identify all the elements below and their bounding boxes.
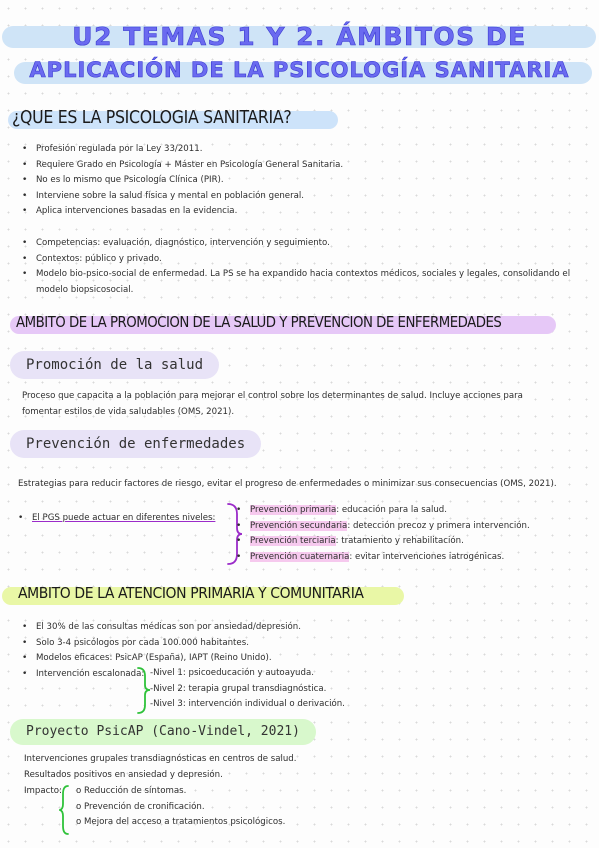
page-title-line-2: APLICACIÓN DE LA PSICOLOGÍA SANITARIA [29, 58, 570, 82]
pgs-label: El PGS puede actuar en diferentes niveles: [32, 513, 216, 523]
list-item: • No es lo mismo que Psicología Clínica (PIR). [20, 173, 343, 189]
list-item: -Nivel 3: intervención individual o derivación. [150, 699, 345, 709]
section-heading-que-es: ¿QUE ES LA PSICOLOGIA SANITARIA? [12, 108, 292, 128]
level-desc: : evitar intervenciones iatrogénicas. [349, 551, 505, 562]
level-desc: : tratamiento y rehabilitación. [335, 536, 464, 547]
list-item: • Intervención escalonada: [20, 667, 301, 683]
level-name: Prevención terciaria [250, 536, 336, 547]
section-heading-promocion-prevencion: AMBITO DE LA PROMOCION DE LA SALUD Y PREVENCION DE ENFERMEDADES [16, 314, 502, 331]
steps-list [150, 666, 345, 713]
list-item: -Nivel 1: psicoeducación y autoayuda. [150, 668, 314, 678]
list-item [234, 519, 530, 535]
list-item [234, 550, 530, 566]
pgs-list [16, 511, 215, 527]
promocion-text: Proceso que capacita a la población para mejorar el control sobre los determinantes de salud. Incluye acciones para fomentar estilos de vida saludables (OMS, 2021). [22, 391, 523, 417]
subheading-promocion: Promoción de la salud [10, 351, 219, 379]
list-item: • Modelos eficaces: PsicAP (España), IAPT (Reino Unido). [20, 651, 301, 667]
list-item: • Aplica intervenciones basadas en la evidencia. [20, 204, 343, 220]
list-item: • Profesión regulada por la Ley 33/2011. [20, 142, 343, 158]
list-item [16, 511, 215, 527]
level-name: Prevención cuaternaria [250, 551, 350, 562]
level-desc: : educación para la salud. [336, 505, 447, 515]
list-item: • Modelo bio-psico-social de enfermedad. La PS se ha expandido hacia contextos médicos, sociales y legales, consolidando el modelo biopsicosocial. [20, 267, 580, 298]
green-brace-icon [59, 784, 75, 836]
list-item: o Mejora del acceso a tratamientos psicológicos. [76, 817, 286, 827]
impact-label: Impacto: [24, 786, 62, 796]
list-item: • Contextos: público y privado. [20, 252, 580, 268]
impact-list [76, 784, 285, 831]
list-item: • Solo 3-4 psicólogos por cada 100.000 habitantes. [20, 636, 301, 652]
subheading-prevencion: Prevención de enfermedades [10, 430, 261, 458]
bullet-list-competencias [20, 236, 580, 298]
list-item: -Nivel 2: terapia grupal transdiagnóstica. [150, 683, 327, 694]
list-item: • Competencias: evaluación, diagnóstico, intervención y seguimiento. [20, 236, 580, 252]
list-item [234, 534, 530, 550]
list-item: • Requiere Grado en Psicología + Máster en Psicología General Sanitaria. [20, 158, 343, 174]
bullet-list-definition [20, 142, 343, 220]
page-title-line-1: U2 TEMAS 1 Y 2. ÁMBITOS DE [72, 22, 527, 51]
level-name: Prevención secundaria [250, 520, 348, 531]
list-item: • Interviene sobre la salud física y mental en población general. [20, 189, 343, 205]
subheading-proyecto-psicap: Proyecto PsicAP (Cano-Vindel, 2021) [10, 719, 316, 745]
section-heading-atencion-primaria: AMBITO DE LA ATENCION PRIMARIA Y COMUNITARIA [18, 584, 364, 602]
prevention-levels-list [234, 503, 530, 565]
list-item [234, 503, 530, 519]
project-line: Resultados positivos en ansiedad y depresión. [24, 770, 223, 780]
level-name: Prevención primaria [250, 505, 337, 515]
list-item: o Prevención de cronificación. [76, 801, 205, 812]
list-item: • El 30% de las consultas médicas son por ansiedad/depresión. [20, 620, 301, 636]
level-desc: : detección precoz y primera intervención. [347, 520, 530, 531]
prevencion-text: Estrategias para reducir factores de riesgo, evitar el progreso de enfermedades o minimizar sus consecuencias (OMS, 2021). [18, 479, 557, 489]
project-line: Intervenciones grupales transdiagnósticas en centros de salud. [24, 754, 297, 764]
list-item: o Reducción de síntomas. [76, 786, 187, 796]
